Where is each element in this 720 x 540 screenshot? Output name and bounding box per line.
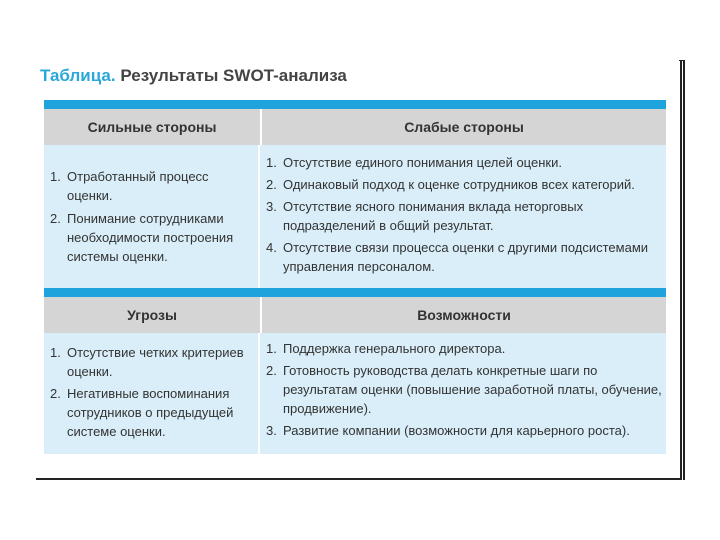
weaknesses-cell bbox=[260, 145, 666, 288]
item-number: 2. bbox=[50, 211, 61, 226]
header-weaknesses: Слабые стороны bbox=[404, 119, 524, 135]
threats-cell bbox=[44, 333, 260, 454]
header-row-top bbox=[44, 109, 666, 145]
item-number: 3. bbox=[266, 423, 277, 438]
opportunities-item bbox=[266, 421, 662, 440]
opportunities-list bbox=[260, 333, 666, 440]
table-title-text: Результаты SWOT-анализа bbox=[120, 66, 347, 85]
header-opportunities: Возможности bbox=[417, 307, 511, 323]
item-number: 1. bbox=[50, 169, 61, 184]
item-text: Отсутствие единого понимания целей оценки. bbox=[283, 155, 562, 170]
strengths-item bbox=[50, 167, 252, 205]
opportunities-item bbox=[266, 339, 662, 358]
item-number: 2. bbox=[266, 177, 277, 192]
accent-band-top bbox=[44, 100, 666, 109]
item-text: Понимание сотрудниками необходимости построения системы оценки. bbox=[67, 211, 234, 264]
threats-list bbox=[44, 333, 258, 441]
item-number: 2. bbox=[50, 386, 61, 401]
item-text: Негативные воспоминания сотрудников о предыдущей системе оценки. bbox=[67, 386, 234, 439]
weaknesses-item bbox=[266, 197, 662, 235]
body-row-bottom bbox=[44, 333, 666, 454]
table-title bbox=[40, 66, 347, 86]
item-text: Развитие компании (возможности для карьерного роста). bbox=[283, 423, 630, 438]
item-text: Поддержка генерального директора. bbox=[283, 341, 506, 356]
item-number: 1. bbox=[266, 155, 277, 170]
item-number: 3. bbox=[266, 199, 277, 214]
strengths-list bbox=[44, 145, 258, 266]
threats-item bbox=[50, 343, 252, 381]
item-number: 1. bbox=[266, 341, 277, 356]
item-number: 4. bbox=[266, 240, 277, 255]
item-number: 1. bbox=[50, 345, 61, 360]
threats-item bbox=[50, 384, 252, 441]
weaknesses-item bbox=[266, 238, 662, 276]
weaknesses-item bbox=[266, 153, 662, 172]
header-threats: Угрозы bbox=[44, 297, 262, 333]
body-row-top bbox=[44, 145, 666, 288]
weaknesses-list bbox=[260, 145, 666, 276]
strengths-cell bbox=[44, 145, 260, 288]
item-text: Отработанный процесс оценки. bbox=[67, 169, 209, 203]
item-text: Одинаковый подход к оценке сотрудников всех категорий. bbox=[283, 177, 635, 192]
strengths-item bbox=[50, 209, 252, 266]
item-number: 2. bbox=[266, 363, 277, 378]
header-row-bottom bbox=[44, 297, 666, 333]
accent-band-middle bbox=[44, 288, 666, 297]
item-text: Отсутствие связи процесса оценки с другими подсистемами управления персоналом. bbox=[283, 240, 649, 274]
swot-table bbox=[44, 100, 666, 454]
header-strengths: Сильные стороны bbox=[44, 109, 262, 145]
item-text: Готовность руководства делать конкретные шаги по результатам оценки (повышение заработной платы, обучение, продвижение). bbox=[283, 363, 662, 416]
weaknesses-item bbox=[266, 175, 662, 194]
opportunities-cell bbox=[260, 333, 666, 454]
table-title-lead: Таблица. bbox=[40, 66, 116, 85]
frame-edge bbox=[683, 60, 685, 480]
opportunities-item bbox=[266, 361, 662, 418]
item-text: Отсутствие ясного понимания вклада неторговых подразделений в общий результат. bbox=[283, 199, 584, 233]
item-text: Отсутствие четких критериев оценки. bbox=[67, 345, 244, 379]
